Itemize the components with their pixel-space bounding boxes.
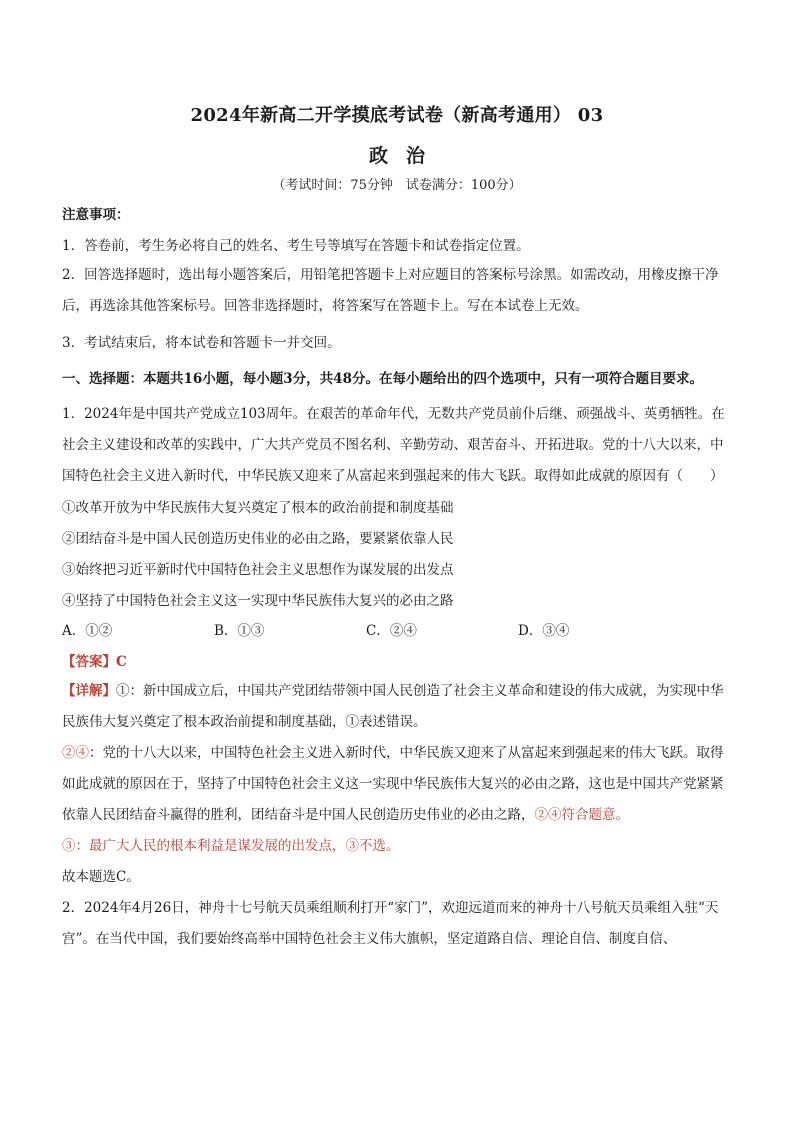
detail-1-text: ①：新中国成立后，中国共产党团结带领中国人民创造了社会主义革命和建设的伟大成就，为实现中华民族伟大复兴奠定了根本政治前提和制度基础，①表述错误。 (62, 683, 724, 730)
question-2-stem: 2．2024年4月26日，神舟十七号航天员乘组顺利打开“家门”，欢迎远道而来的神舟十八号航天员乘组入驻“天宫”。在当代中国，我们要始终高举中国特色社会主义伟大旗帜，坚定道路自信、理论自信、制度自信、 (62, 900, 719, 947)
option-c[interactable]: C．②④ (366, 623, 417, 639)
q1-detail-3: ③：最广大人民的根本利益是谋发展的出发点，③不选。 (62, 838, 400, 854)
option-a[interactable]: A．①② (62, 623, 113, 639)
page-content (62, 103, 732, 955)
note-item-2: 2．回答选择题时，选出每小题答案后，用铅笔把答题卡上对应题目的答案标号涂黑。如需改动，用橡皮擦干净后，再选涂其他答案标号。回答非选择题时，将答案写在答题卡上。写在本试卷上无效。 (62, 267, 719, 314)
page-title: 2024年新高二开学摸底考试卷（新高考通用） 03 (190, 105, 604, 126)
q1-detail-2 (62, 738, 732, 831)
q1-statement-3: ③始终把习近平新时代中国特色社会主义思想作为谋发展的出发点 (62, 562, 454, 578)
section-heading: 一、选择题：本题共16小题，每小题3分，共48分。在每小题给出的四个选项中，只有一项符合题目要求。 (62, 371, 703, 387)
q1-conclusion: 故本题选C。 (62, 869, 140, 885)
question-1-stem: 1．2024年是中国共产党成立103周年。在艰苦的革命年代，无数共产党员前仆后继、顽强战斗、英勇牺牲。在社会主义建设和改革的实践中，广大共产党员不图名利、辛勤劳动、艰苦奋斗、开拓进取。党的十八大以来，中国特色社会主义进入新时代，中华民族又迎来了从富起来到强起来的伟大飞跃。取得如此成就的原因有（ ） (62, 406, 725, 484)
option-d[interactable]: D．③④ (518, 623, 570, 639)
q1-detail-1 (62, 676, 732, 738)
q1-answer (62, 652, 732, 672)
option-b[interactable]: B．①③ (214, 623, 265, 639)
q1-statement-1: ①改革开放为中华民族伟大复兴奠定了根本的政治前提和制度基础 (62, 500, 454, 516)
detail-2-body: ：党的十八大以来，中国特色社会主义进入新时代，中华民族又迎来了从富起来到强起来的伟大飞跃。取得如此成就的原因在于，坚持了中国特色社会主义这一实现中华民族伟大复兴的必由之路，这也是中国共产党紧紧依靠人民团结奋斗赢得的胜利，团结奋斗是中国人民创造历史伟业的必由之路， (62, 745, 724, 823)
notes-heading: 注意事项： (62, 207, 130, 223)
answer-value: C (116, 654, 127, 670)
q1-statement-4: ④坚持了中国特色社会主义这一实现中华民族伟大复兴的必由之路 (62, 593, 454, 609)
exam-info: （考试时间：75分钟 试卷满分：100分） (272, 178, 522, 193)
subject-title: 政治 (368, 145, 443, 167)
note-item-1: 1．答卷前，考生务必将自己的姓名、考生号等填写在答题卡和试卷指定位置。 (62, 238, 530, 254)
detail-2-prefix: ②④ (62, 745, 89, 761)
answer-tag: 【答案】 (62, 654, 116, 670)
detail-2-suffix: ②④符合题意。 (534, 807, 629, 823)
q1-options (62, 621, 732, 641)
q1-statement-2: ②团结奋斗是中国人民创造历史伟业的必由之路，要紧紧依靠人民 (62, 531, 454, 547)
detail-tag: 【详解】 (62, 683, 116, 699)
note-item-3: 3．考试结束后，将本试卷和答题卡一并交回。 (62, 335, 341, 351)
